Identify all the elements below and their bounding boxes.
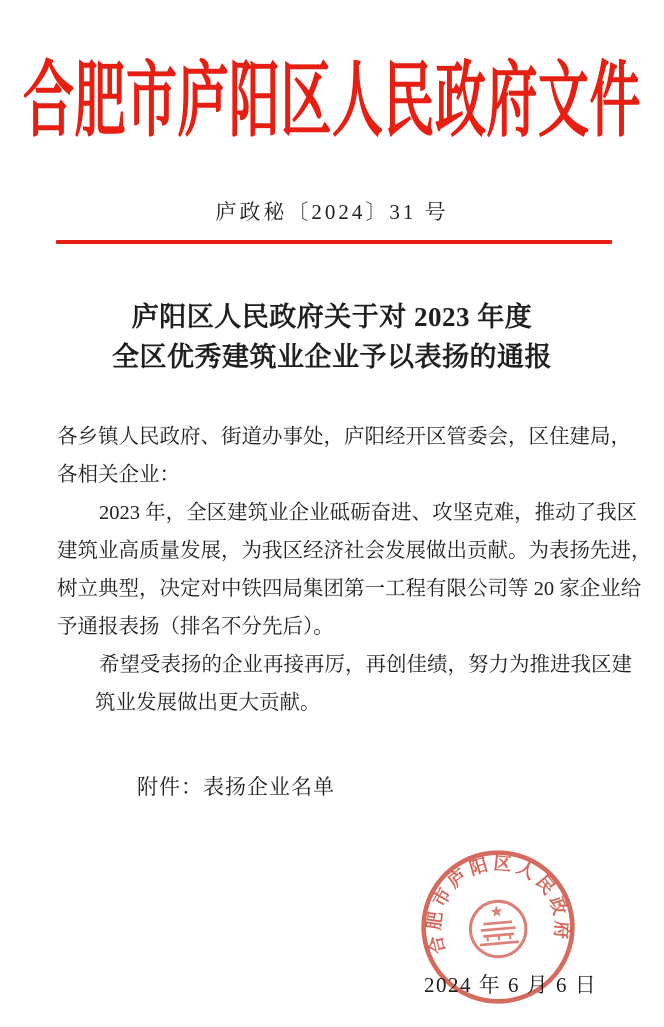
body-line: 建筑业高质量发展，为我区经济社会发展做出贡献。为表扬先进， — [57, 540, 652, 562]
red-divider-line — [56, 240, 612, 244]
body-line: 2023 年，全区建筑业企业砥砺奋进、攻坚克难，推动了我区 — [99, 502, 638, 524]
body-line: 各乡镇人民政府、街道办事处，庐阳经开区管委会，区住建局， — [57, 426, 631, 448]
seal-ring-text: 合肥市庐阳区人民政府 — [423, 853, 573, 957]
body-line: 各相关企业： — [57, 464, 180, 486]
document-title-line-2: 全区优秀建筑业企业予以表扬的通报 — [112, 342, 552, 372]
document-body — [57, 418, 652, 722]
attachment-reference: 附件：表扬企业名单 — [137, 775, 335, 799]
document-title-line-1: 庐阳区人民政府关于对 2023 年度 — [131, 302, 533, 332]
government-seal — [418, 847, 578, 1007]
body-line: 希望受表扬的企业再接再厉，再创佳绩，努力为推进我区建 — [99, 654, 632, 676]
document-reference-number: 庐政秘〔2024〕31 号 — [215, 200, 449, 224]
national-emblem-icon — [468, 899, 528, 959]
red-header — [0, 33, 664, 149]
body-line: 筑业发展做出更大贡献。 — [95, 692, 321, 714]
issue-date: 2024 年 6 月 6 日 — [424, 973, 598, 997]
body-line: 树立典型，决定对中铁四局集团第一工程有限公司等 20 家企业给 — [57, 578, 642, 600]
body-line: 予通报表扬（排名不分先后）。 — [57, 616, 334, 638]
document-title — [0, 297, 664, 377]
issuing-authority-title: 合肥市庐阳区人民政府文件 — [22, 57, 641, 149]
